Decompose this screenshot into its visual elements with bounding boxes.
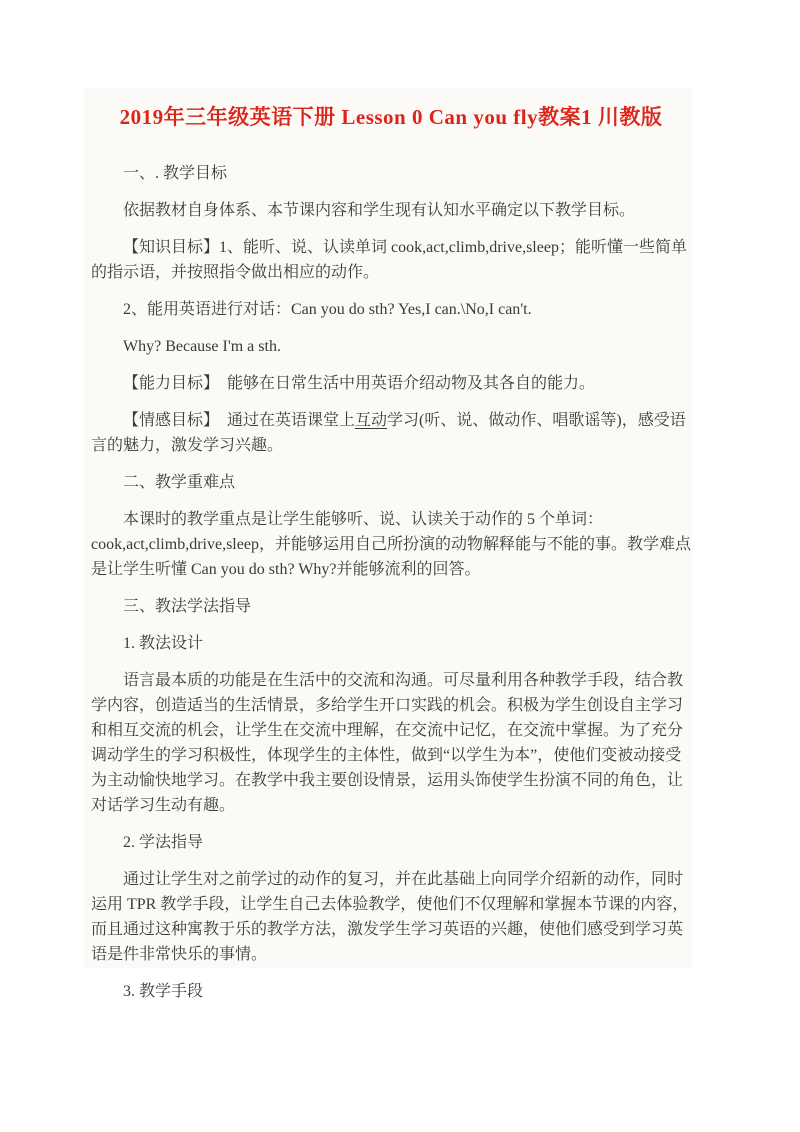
paragraph-ability-goal: 【能力目标】 能够在日常生活中用英语介绍动物及其各自的能力。 [123, 375, 596, 392]
subheading-teaching-means: 3. 教学手段 [123, 983, 204, 1000]
paragraph-dialogue-goal: 2、能用英语进行对话：Can you do sth? Yes,I can.\No,I can't. [123, 301, 532, 318]
paragraph-key-points-detail: 本课时的教学重点是让学生能够听、说、认读关于动作的 5 个单词：cook,act,climb,drive,sleep，并能够运用自己所扮演的动物解释能与不能的事。教学难点是让学生听懂 Can you do sth? Why?并能够流利的回答。 [91, 511, 691, 578]
subheading-teaching-method-design: 1. 教法设计 [123, 635, 204, 652]
paragraph-knowledge-goal: 【知识目标】1、能听、说、认读单词 cook,act,climb,drive,sleep；能听懂一些简单的指示语，并按照指令做出相应的动作。 [91, 239, 687, 281]
paragraph-teaching-method-detail: 语言最本质的功能是在生活中的交流和沟通。可尽量利用各种教学手段，结合教学内容，创造适当的生活情景，多给学生开口实践的机会。积极为学生创设自主学习和相互交流的机会，让学生在交流中理解，在交流中记忆，在交流中掌握。为了充分调动学生的学习积极性，体现学生的主体性，做到“以学生为本”，使他们变被动接受为主动愉快地学习。在教学中我主要创设情景，运用头饰使学生扮演不同的角色，让对话学习生动有趣。 [91, 672, 684, 814]
emotion-goal-text-after: 学习(听、说、做动作、唱歌谣等)，感受语言的魅力，激发学习兴趣。 [91, 412, 686, 454]
emotion-goal-text-before: 【情感目标】 通过在英语课堂上 [123, 412, 356, 429]
subheading-learning-method-guidance: 2. 学法指导 [123, 834, 204, 851]
document-title: 2019年三年级英语下册 Lesson 0 Can you fly教案1 川教版 [119, 105, 663, 129]
section-heading-teaching-goals: 一、. 教学目标 [123, 165, 228, 182]
paragraph-emotion-goal [91, 408, 691, 458]
section-heading-methods-guidance: 三、教法学法指导 [123, 598, 252, 615]
emotion-goal-underlined-word: 互动 [355, 412, 388, 429]
document-page [91, 0, 691, 1004]
paragraph-why-because: Why? Because I'm a sth. [123, 338, 281, 355]
paragraph-learning-method-detail: 通过让学生对之前学过的动作的复习，并在此基础上向同学介绍新的动作，同时运用 TPR 教学手段，让学生自己去体验教学，使他们不仅理解和掌握本节课的内容，而且通过这种寓教于乐的教学方法，激发学生学习英语的兴趣，使他们感受到学习英语是件非常快乐的事情。 [91, 871, 689, 963]
paragraph-goals-intro: 依据教材自身体系、本节课内容和学生现有认知水平确定以下教学目标。 [123, 202, 636, 219]
section-heading-key-difficult-points: 二、教学重难点 [123, 474, 236, 491]
